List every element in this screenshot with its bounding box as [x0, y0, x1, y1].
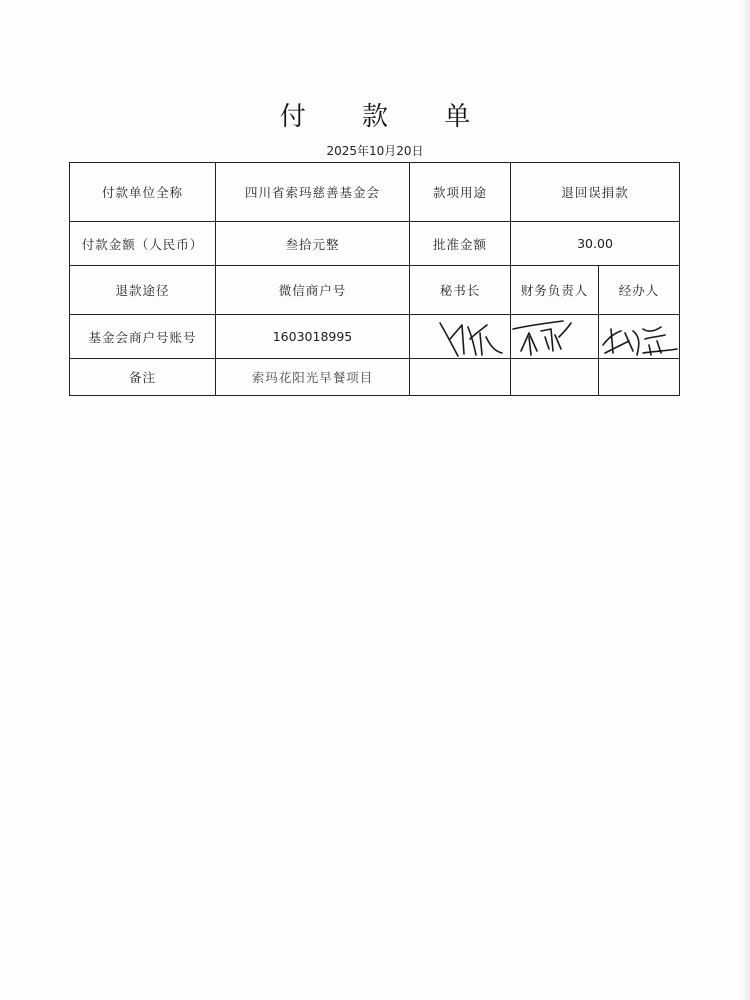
remark-label: 备注	[70, 359, 216, 396]
payer-value: 四川省索玛慈善基金会	[216, 163, 410, 222]
remark-value: 索玛花阳光早餐项目	[216, 359, 410, 396]
amount-cn-label: 付款金额（人民币）	[70, 222, 216, 266]
empty-cell	[599, 359, 680, 396]
table-row	[70, 266, 680, 315]
amount-cn-value: 叁拾元整	[216, 222, 410, 266]
handler-signature	[599, 315, 680, 359]
purpose-value: 退回误捐款	[511, 163, 680, 222]
finance-head-signature	[511, 315, 599, 359]
payer-label: 付款单位全称	[70, 163, 216, 222]
finance-head-signature-cell	[511, 315, 599, 359]
empty-cell	[410, 359, 511, 396]
document-title: 付 款 单	[279, 102, 495, 132]
handler-signature-cell	[599, 315, 680, 359]
merchant-account-value: 1603018995	[216, 315, 410, 359]
approved-amount-value: 30.00	[511, 222, 680, 266]
secretary-general-signature	[410, 315, 511, 359]
document-date: 2025年10月20日	[326, 144, 424, 158]
table-row	[70, 222, 680, 266]
empty-cell	[511, 359, 599, 396]
approved-amount-label: 批准金额	[410, 222, 511, 266]
merchant-account-label: 基金会商户号账号	[70, 315, 216, 359]
purpose-label: 款项用途	[410, 163, 511, 222]
table-row	[70, 163, 680, 222]
table-row	[70, 315, 680, 359]
handler-label: 经办人	[599, 266, 680, 315]
secretary-general-label: 秘书长	[410, 266, 511, 315]
refund-route-value: 微信商户号	[216, 266, 410, 315]
finance-head-label: 财务负责人	[511, 266, 599, 315]
table-row	[70, 359, 680, 396]
secretary-general-signature-cell	[410, 315, 511, 359]
payment-voucher-table	[69, 162, 680, 396]
refund-route-label: 退款途径	[70, 266, 216, 315]
